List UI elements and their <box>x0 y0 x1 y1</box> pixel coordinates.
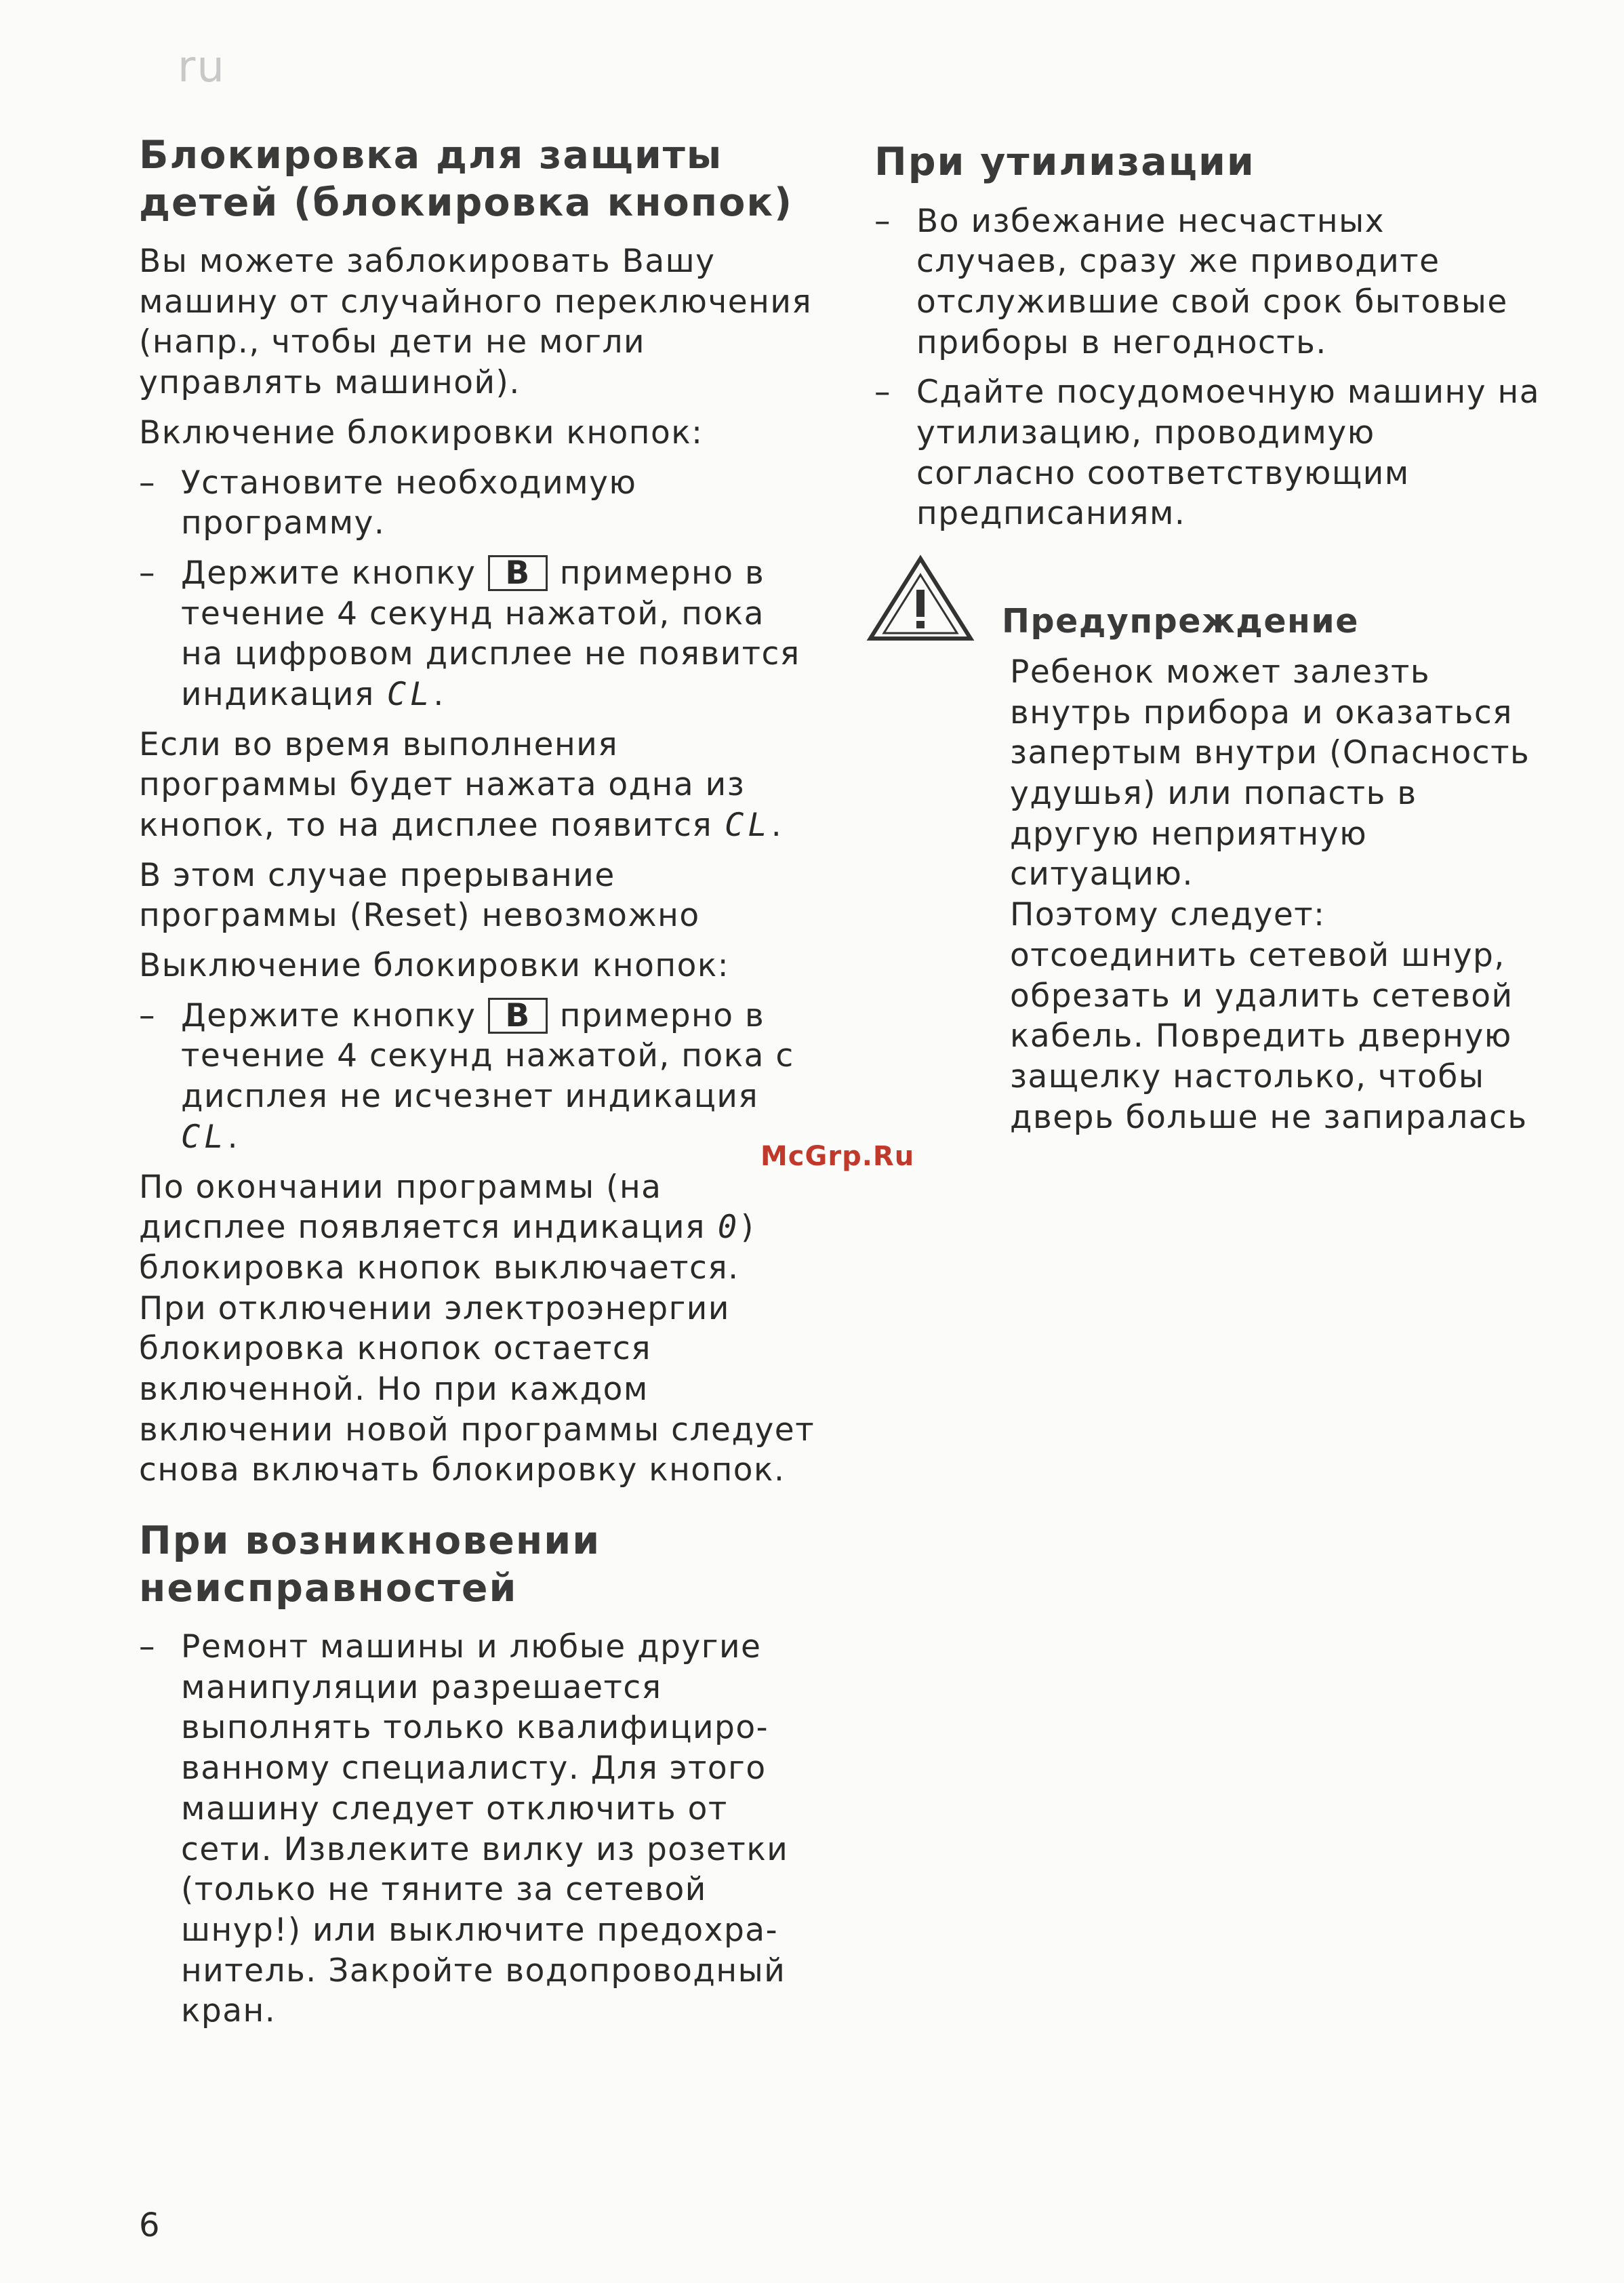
key-b-symbol: B <box>488 555 547 591</box>
dash-marker: – <box>139 996 156 1034</box>
list-item-text: Сдайте посудомоечную машину на утилизацию, проводимую согласно соответствующим предписаниям. <box>916 373 1541 533</box>
dash-marker: – <box>874 373 891 411</box>
punctuation: . <box>433 675 445 713</box>
list-item-text: примерно в течение 4 секунд нажатой, пока на цифровом дисплее не появится индикация <box>181 554 800 713</box>
paragraph: В этом случае прерывание программы (Reset) невозможно <box>139 856 700 935</box>
paragraph: Включение блокировки кнопок: <box>139 413 704 451</box>
paragraph: Ребенок может залезть внутрь прибора и оказаться запертым внутри (Опасность удушья) или попасть в другую неприятную ситуацию. <box>1010 653 1530 893</box>
display-zero-indicator: 0 <box>717 1209 742 1247</box>
list-item-text: Ремонт машины и любые другие манипуляции разрешается выполнять только квалифициро-ванному специалисту. Для этого машину следует отключить от сети. Извлеките вилку из розетки (только не тяните за сетевой шнур!) или выключите предохра-нитель. Закройте водопроводный кран. <box>181 1628 789 2030</box>
display-cl-indicator: CL <box>725 807 771 844</box>
page-number: 6 <box>139 2206 160 2244</box>
key-b-symbol: B <box>488 998 547 1034</box>
paragraph-text: Если во время выполнения программы будет нажата одна из кнопок, то на дисплее появится <box>139 725 746 844</box>
punctuation: . <box>771 807 783 844</box>
paragraph: Поэтому следует: отсоединить сетевой шнур, обрезать и удалить сетевой кабель. Повредить дверную защелку настолько, чтобы дверь больше не запиралась <box>1010 896 1528 1136</box>
warning-body <box>1010 652 1545 1137</box>
section-title-child-lock: Блокировка для защиты детей (блокировка кнопок) <box>139 133 794 225</box>
right-column <box>874 139 1545 1137</box>
dash-marker: – <box>139 554 156 592</box>
list-item-text: Установите необходимую программу. <box>181 464 637 542</box>
dash-marker: – <box>874 202 891 240</box>
paragraph: Выключение блокировки кнопок: <box>139 947 730 985</box>
section-title-malfunctions: При возникновении неисправностей <box>139 1518 601 1611</box>
paragraph: Вы можете заблокировать Вашу машину от случайного переключения (напр., чтобы дети не могли управлять машиной). <box>139 243 813 402</box>
list-item <box>874 201 1545 363</box>
watermark-text: McGrp.Ru <box>760 1141 915 1172</box>
dash-marker: – <box>139 1628 156 1666</box>
list-item <box>139 1627 817 2032</box>
display-cl-indicator: CL <box>181 1118 228 1156</box>
list-item-text: примерно в течение 4 секунд нажатой, пока с дисплея не исчезнет индикация <box>181 996 794 1116</box>
section-title-disposal: При утилизации <box>874 140 1255 184</box>
dash-marker: – <box>139 464 156 502</box>
paragraph-text: блокировка кнопок выключается. При отключении электроэнергии блокировка кнопок остается включенной. Но при каждом включении новой программы следует снова включать блокировку кнопок. <box>139 1249 815 1489</box>
list-item <box>139 553 817 715</box>
list-item-text: Держите кнопку <box>181 996 476 1034</box>
warning-triangle-icon <box>866 554 975 643</box>
paragraph <box>139 1167 817 1491</box>
display-cl-indicator: CL <box>386 675 434 713</box>
list-item <box>139 463 817 544</box>
warning-title: Предупреждение <box>1002 602 1359 641</box>
list-item <box>874 372 1545 534</box>
paragraph-text: По окончании программы (на дисплее появляется индикация <box>139 1168 706 1247</box>
language-label: ru <box>178 42 226 92</box>
warning-header <box>874 554 1545 643</box>
list-item-text: Во избежание несчастных случаев, сразу же приводите отслужившие свой срок бытовые приборы в негодность. <box>916 202 1508 361</box>
paragraph <box>139 725 817 846</box>
left-column <box>139 132 817 2041</box>
punctuation: ) <box>741 1209 754 1247</box>
list-item-text: Держите кнопку <box>181 554 476 592</box>
punctuation: . <box>227 1118 239 1156</box>
list-item <box>139 996 817 1158</box>
